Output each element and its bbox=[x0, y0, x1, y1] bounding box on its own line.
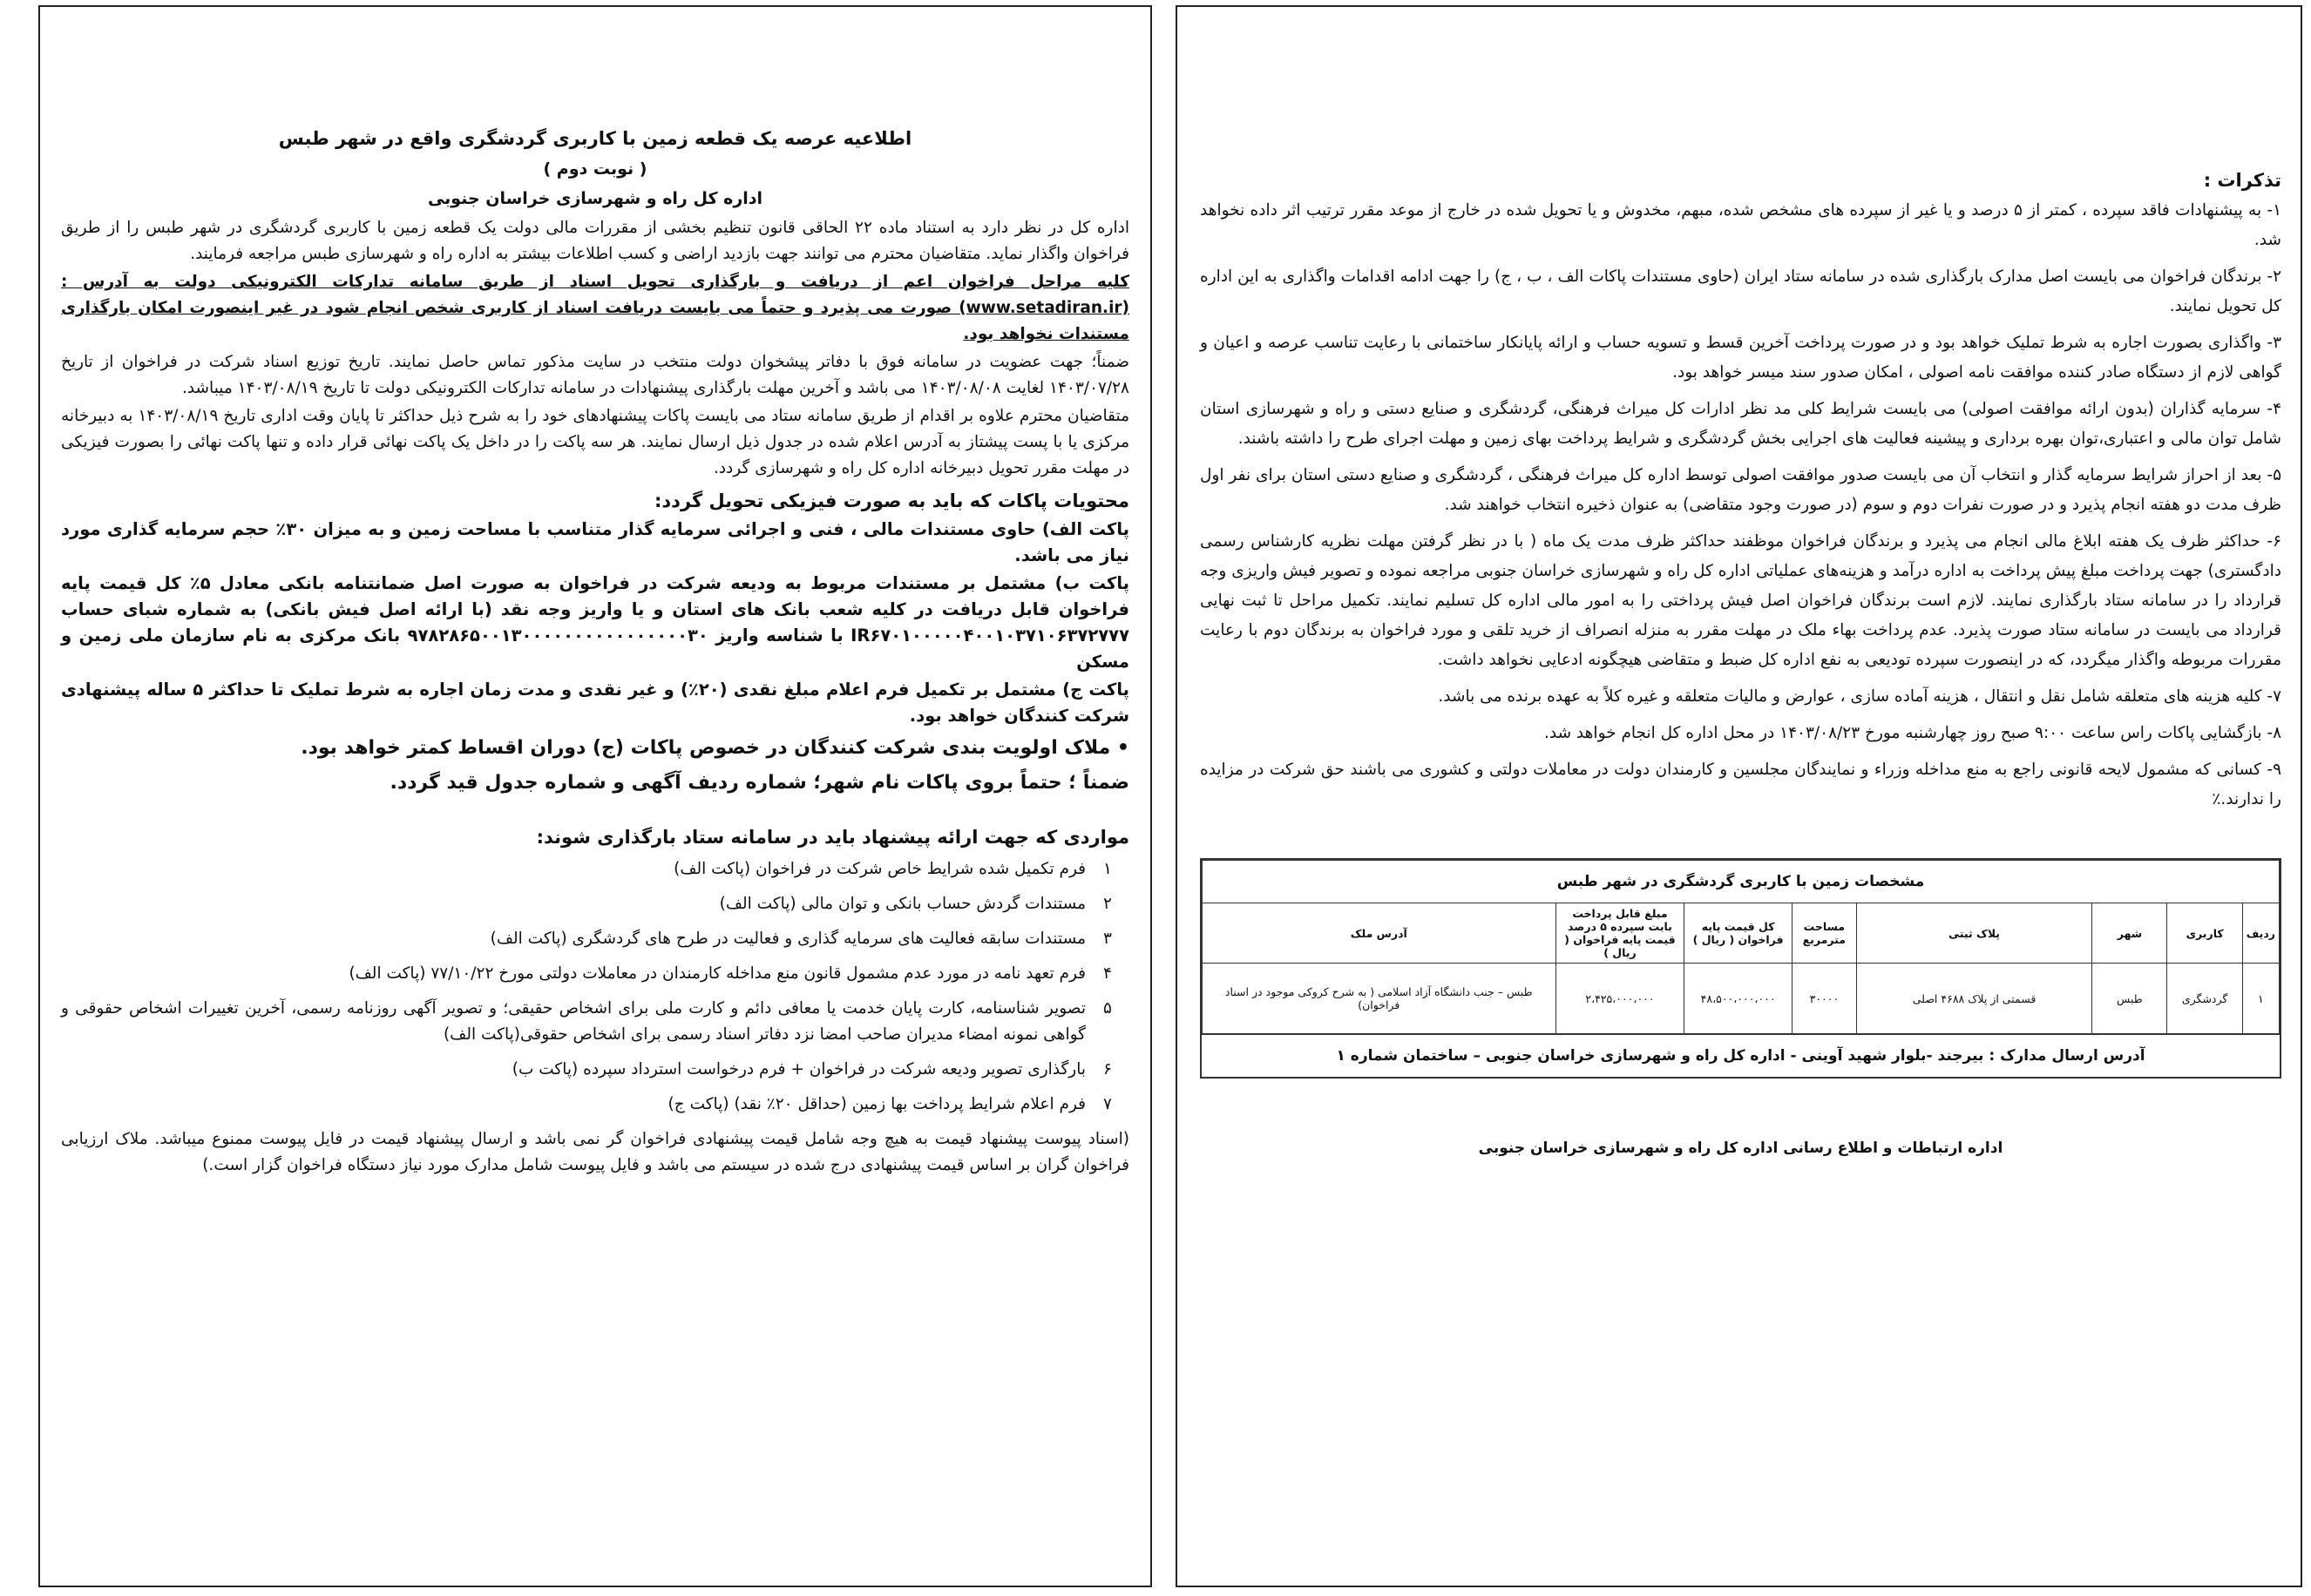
table-header: شهر bbox=[2092, 903, 2167, 964]
table-header: مساحت مترمربع bbox=[1792, 903, 1856, 964]
notes-list bbox=[1200, 196, 2281, 815]
note-item: ۳- واگذاری بصورت اجاره به شرط تملیک خواهد بود و در صورت پرداخت آخرین قسط و تسویه حساب و ارائه پایانکار ساختمانی با رعایت تناسب عرصه و اعیان و گواهی لازم از دستگاه صادر کننده موافقت نامه اصولی ، امکان صدور سند میسر خواهد بود. bbox=[1200, 334, 2281, 382]
list-item-number: ۴ bbox=[1103, 964, 1112, 983]
list-item-text: تصویر شناسنامه، کارت پایان خدمت یا معافی دائم و کارت ملی برای اشخاص حقیقی؛ و تصویر آگهی روزنامه رسمی، آخرین تغییرات اشخاص حقوقی و گواهی نمونه امضاء مدیران صاحب امضا نزد دفاتر اسناد رسمی برای اشخاص حقوقی(پاکت الف) bbox=[61, 999, 1086, 1044]
packet-c: پاکت ج) مشتمل بر تکمیل فرم اعلام مبلغ نقدی (۲۰٪) و غیر نقدی و مدت زمان اجاره به شرط تملیک تا حداکثر ۵ ساله پیشنهادی شرکت کنندگان خواهد بود. bbox=[61, 680, 1129, 726]
submission-paragraph: متقاضیان محترم علاوه بر اقدام از طریق سامانه ستاد می بایست پاکات پیشنهادهای خود را به شرح ذیل حداکثر تا پایان وقت اداری تاریخ ۱۴۰۳/۰۸/۱۹ به دبیرخانه مرکزی یا با پست پیشتاز به آدرس اعلام شده در جدول ذیل ارسال نمایند. هر سه پاکت را در داخل یک پاکت نهائی قرار داده و تنها پاکت نهائی را بصورت فیزیکی در مهلت مقرر تحویل دبیرخانه اداره کل راه و شهرسازی گردد. bbox=[61, 407, 1129, 477]
notice-organization: اداره کل راه و شهرسازی خراسان جنوبی bbox=[427, 189, 763, 208]
list-item-number: ۶ bbox=[1103, 1060, 1112, 1079]
list-item-number: ۵ bbox=[1103, 999, 1112, 1018]
left-column bbox=[38, 5, 1152, 1587]
list-item bbox=[61, 996, 1129, 1048]
list-item bbox=[61, 961, 1129, 987]
upload-heading: مواردی که جهت ارائه پیشنهاد باید در سامانه ستاد بارگذاری شوند: bbox=[536, 827, 1129, 848]
table-cell: قسمتی از پلاک ۴۶۸۸ اصلی bbox=[1856, 964, 2091, 1034]
table-header: کاربری bbox=[2167, 903, 2242, 964]
list-item-text: فرم تکمیل شده شرایط خاص شرکت در فراخوان (پاکت الف) bbox=[674, 860, 1086, 878]
note-item: ۱- به پیشنهادات فاقد سپرده ، کمتر از ۵ درصد و یا غیر از سپرده های مشخص شده، مبهم، مخدوش و یا تحویل شده در خارج از موعد مقرر ترتیب اثر داده نخواهد شد. bbox=[1200, 201, 2281, 249]
bullet-icon: • bbox=[1110, 737, 1129, 759]
membership-paragraph: ضمناً؛ جهت عضویت در سامانه فوق با دفاتر پیشخوان دولت منتخب در سایت مذکور تماس حاصل نمایند. تاریخ توزیع اسناد شرکت در فراخوان از تاریخ ۱۴۰۳/۰۷/۲۸ لغایت ۱۴۰۳/۰۸/۰۸ می باشد و آخرین مهلت بارگذاری پیشنهادات در سامانه تدارکات الکترونیکی دولت تا تاریخ ۱۴۰۳/۰۸/۱۹ میباشد. bbox=[61, 353, 1129, 397]
table-header: پلاک ثبتی bbox=[1856, 903, 2091, 964]
note-item: ۸- بازگشایی پاکات راس ساعت ۹:۰۰ صبح روز چهارشنبه مورخ ۱۴۰۳/۰۸/۲۳ در محل اداره کل انجام خواهد شد. bbox=[1543, 724, 2281, 742]
list-item bbox=[61, 926, 1129, 952]
note-item: ۴- سرمایه گذاران (بدون ارائه موافقت اصولی) می بایست شرایط کلی مد نظر ادارات کل میراث فرهنگی، گردشگری و صنایع دستی و راه و شهرسازی استان شامل توان مالی و اعتباری،توان بهره برداری و پیشینه فعالیت های اجرایی بخش گردشگری و شرایط پرداخت بهای زمین و مهلت اجرای طرح را داشته باشند. bbox=[1200, 400, 2281, 448]
footer-office: اداره ارتباطات و اطلاع رسانی اداره کل راه و شهرسازی خراسان جنوبی bbox=[1478, 1140, 2003, 1157]
land-spec-box bbox=[1200, 858, 2281, 1079]
table-header: مبلغ قابل پرداخت بابت سپرده ۵ درصد قیمت پایه فراخوان ( ریال ) bbox=[1555, 903, 1684, 964]
priority-text: ملاک اولویت بندی شرکت کنندگان در خصوص پاکات (ج) دوران اقساط کمتر خواهد بود. bbox=[301, 737, 1111, 759]
notice-title: اطلاعیه عرصه یک قطعه زمین با کاربری گردشگری واقع در شهر طبس bbox=[278, 128, 912, 149]
packet-b: پاکت ب) مشتمل بر مستندات مربوط به ودیعه شرکت در فراخوان به صورت اصل ضمانتنامه بانکی معادل ۵٪ کل قیمت پایه فراخوان قابل دریافت در کلیه شعب بانک های استان و یا واریز وجه نقد (با ارائه اصل فیش بانکی) به شماره شبای حساب IR۶۷۰۱۰۰۰۰۰۴۰۰۱۰۳۷۱۰۶۳۷۲۷۷۷ با شناسه واریز ۹۷۸۲۸۶۵۰۰۱۳۰۰۰۰۰۰۰۰۰۰۰۰۰۰۰۰۳۰ بانک مرکزی به نام سازمان ملی زمین و مسکن bbox=[61, 573, 1129, 672]
table-caption: مشخصات زمین با کاربری گردشگری در شهر طبس bbox=[1202, 860, 2280, 903]
table-cell: طبس bbox=[2092, 964, 2167, 1034]
table-cell: گردشگری bbox=[2167, 964, 2242, 1034]
upload-list bbox=[61, 856, 1129, 1118]
list-item-number: ۱ bbox=[1103, 860, 1112, 878]
table-header-row bbox=[1203, 903, 2280, 964]
note-item: ۵- بعد از احراز شرایط سرمایه گذار و انتخاب آن می بایست صدور موافقت اصولی توسط اداره کل میراث فرهنگی ، گردشگری و صنایع دستی استان برای نفر اول ظرف مدت دو هفته انجام پذیرد و در صورت نفرات دوم و سوم (در صورت وجود متقاضی) به عنوان ذخیره انتخاب خواهند شد. bbox=[1200, 466, 2281, 514]
notice-round: ( نوبت دوم ) bbox=[543, 159, 647, 179]
packet-a: پاکت الف) حاوی مستندات مالی ، فنی و اجرائی سرمایه گذار متناسب با مساحت زمین و به میزان ۳۰٪ حجم سرمایه گذاری مورد نیاز می باشد. bbox=[61, 519, 1129, 565]
notes-heading: تذکرات : bbox=[2203, 170, 2281, 191]
table-cell: طبس – جنب دانشگاه آزاد اسلامی ( به شرح کروکی موجود در اسناد فراخوان) bbox=[1203, 964, 1556, 1034]
list-item bbox=[61, 1057, 1129, 1083]
list-item-text: فرم اعلام شرایط پرداخت بها زمین (حداقل ۲۰٪ نقد) (پاکت ج) bbox=[668, 1095, 1086, 1113]
list-item bbox=[61, 891, 1129, 917]
table-cell: ۳۰۰۰۰ bbox=[1792, 964, 1856, 1034]
table-cell: ۴۸،۵۰۰،۰۰۰،۰۰۰ bbox=[1684, 964, 1792, 1034]
list-item-number: ۲ bbox=[1103, 895, 1112, 913]
list-item bbox=[61, 856, 1129, 883]
table-header: آدرس ملک bbox=[1203, 903, 1556, 964]
list-item-text: مستندات سابقه فعالیت های سرمایه گذاری و فعالیت در طرح های گردشگری (پاکت الف) bbox=[490, 930, 1086, 948]
intro-paragraph: اداره کل در نظر دارد به استناد ماده ۲۲ الحاقی قانون تنظیم بخشی از مقررات مالی دولت یک قطعه زمین با کاربری گردشگری در شهر طبس را از طریق فراخوان واگذار نماید. متقاضیان محترم می توانند جهت بازدید اراضی و کسب اطلاعات بیشتر به اداره راه و شهرسازی طبس مراجعه فرمایند. bbox=[61, 219, 1129, 263]
packets-heading: محتویات پاکات که باید به صورت فیزیکی تحویل گردد: bbox=[654, 490, 1129, 511]
list-item-text: فرم تعهد نامه در مورد عدم مشمول قانون منع مداخله کارمندان در معاملات دولتی مورخ ۷۷/۱۰/۲۲ (پاکت الف) bbox=[349, 964, 1086, 983]
note-item: ۶- حداکثر ظرف یک هفته ابلاغ مالی انجام می پذیرد و برندگان فراخوان موظفند حداکثر ظرف مدت یک ماه ( با در نظر گرفتن مهلت نظریه کارشناس رسمی دادگستری) جهت پرداخت مبلغ پیش پرداخت به اداره درآمد و هزینه‌های عملیاتی اداره کل راه و شهرسازی خراسان جنوبی مراجعه نموده و تصویر فیش واریزی وجه قرارداد را در سامانه ستاد بارگذاری نمایند. لازم است برندگان فراخوان اصل فیش پرداختی را به امور مالی اداره کل تسلیم نمایند. تکمیل مراحل تا ثبت نهایی قرارداد می بایست در سامانه ستاد صورت پذیرد. عدم پرداخت بهاء ملک در مهلت مقرر به منزله انصراف از خرید تلقی و مورد فراخوان به برندگان دوم با رعایت مقررات مربوطه واگذار میگردد، که در اینصورت سپرده تودیعی به نفع اداره کل ضبط و متقاضی هیچگونه ادعایی نخواهد داشت. bbox=[1200, 532, 2281, 669]
label-note: ضمناً ؛ حتماً بروی پاکات نام شهر؛ شماره ردیف آگهی و شماره جدول قید گردد. bbox=[390, 772, 1129, 794]
table-cell: ۲،۴۲۵،۰۰۰،۰۰۰ bbox=[1555, 964, 1684, 1034]
table-row bbox=[1203, 964, 2280, 1034]
list-item-text: بارگذاری تصویر ودیعه شرکت در فراخوان + فرم درخواست استرداد سپرده (پاکت ب) bbox=[512, 1060, 1086, 1079]
table-header: کل قیمت پایه فراخوان ( ریال ) bbox=[1684, 903, 1792, 964]
priority-note bbox=[61, 731, 1129, 766]
document-address: آدرس ارسال مدارک : بیرجند -بلوار شهید آوینی - اداره کل راه و شهرسازی خراسان جنوبی – ساختمان شماره ۱ bbox=[1202, 1034, 2280, 1077]
closing-paragraph: (اسناد پیوست پیشنهاد قیمت به هیچ وجه شامل قیمت پیشنهادی فراخوان گر نمی باشد و ارسال پیشنهاد قیمت در فایل پیوست ممنوع میباشد. ملاک ارزیابی فراخوان گران بر اساس قیمت پیشنهادی درج شده در سیستم می باشد و فایل پیوست شامل مدارک مورد نیاز دستگاه فراخوان گزار است.) bbox=[61, 1130, 1129, 1174]
land-spec-table bbox=[1202, 860, 2280, 1034]
list-item-number: ۳ bbox=[1103, 930, 1112, 948]
note-item: ۹- کسانی که مشمول لایحه قانونی راجع به منع مداخله وزراء و نمایندگان مجلسین و کارمندان دولت در معاملات دولتی و کشوری می باشند حق شرکت در مزایده را ندارند.٪ bbox=[1200, 761, 2281, 808]
note-item: ۷- کلیه هزینه های متعلقه شامل نقل و انتقال ، هزینه آماده سازی ، عوارض و مالیات متعلقه و غیره کلاً به عهده برنده می باشد. bbox=[1438, 687, 2281, 706]
list-item bbox=[61, 1092, 1129, 1118]
list-item-text: مستندات گردش حساب بانکی و توان مالی (پاکت الف) bbox=[719, 895, 1086, 913]
setad-paragraph: کلیه مراحل فراخوان اعم از دریافت و بارگذاری تحویل اسناد از طریق سامانه تدارکات الکترونیکی دولت به آدرس : (www.setadiran.ir) صورت می پذیرد و حتماً می بایست دریافت اسناد از کاربری شخص انجام شود در غیر اینصورت امکان بارگذاری مستندات نخواهد بود. bbox=[61, 273, 1129, 343]
right-column bbox=[1176, 5, 2302, 1587]
table-header: ردیف bbox=[2242, 903, 2279, 964]
note-item: ۲- برندگان فراخوان می بایست اصل مدارک بارگذاری شده در سامانه ستاد ایران (حاوی مستندات پاکات الف ، ب ، ج) را جهت ادامه اقدامات واگذاری به این اداره کل تحویل نمایند. bbox=[1200, 267, 2281, 315]
list-item-number: ۷ bbox=[1103, 1095, 1112, 1113]
table-cell: ۱ bbox=[2242, 964, 2279, 1034]
